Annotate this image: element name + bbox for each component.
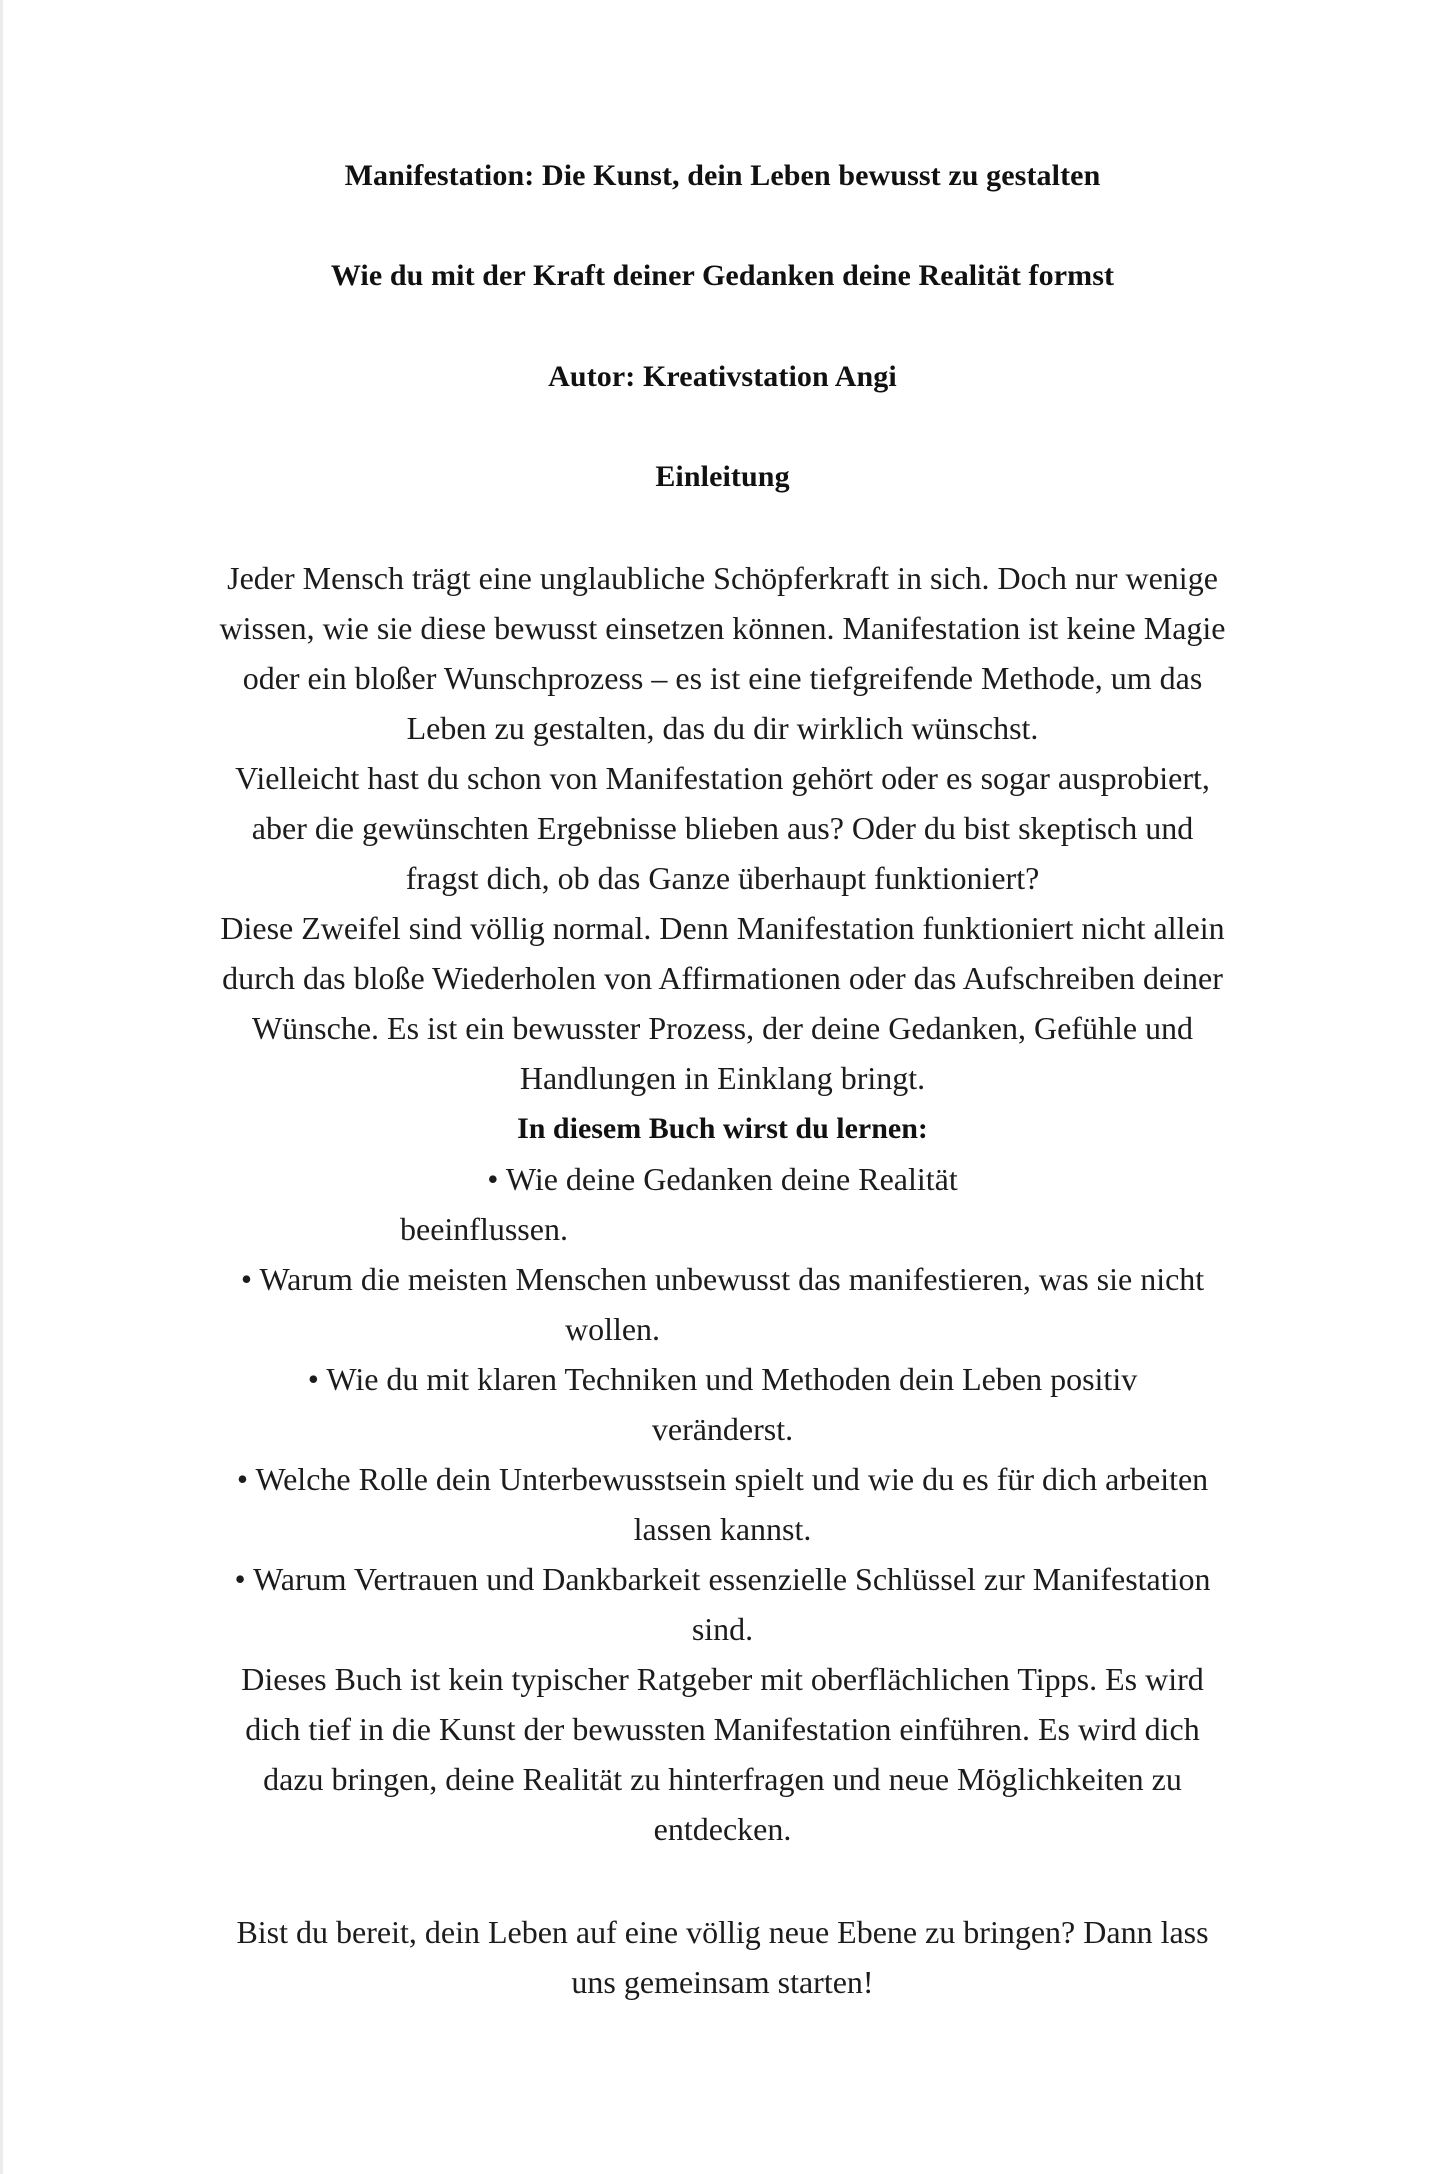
intro-line: Wünsche. Es ist ein bewusster Prozess, der deine Gedanken, Gefühle und (251, 1010, 1194, 1046)
final-line: uns gemeinsam starten! (571, 1964, 874, 2000)
intro-line: Leben zu gestalten, das du dir wirklich wünschst. (406, 710, 1039, 746)
intro-line: durch das bloße Wiederholen von Affirmationen oder das Aufschreiben deiner (222, 960, 1223, 996)
list-item-line: • Warum die meisten Menschen unbewusst das manifestieren, was sie nicht (240, 1261, 1205, 1297)
list-item-line: veränderst. (651, 1411, 794, 1447)
list-item-line: beeinflussen. (400, 1211, 568, 1247)
intro-line: Diese Zweifel sind völlig normal. Denn Manifestation funktioniert nicht allein (220, 910, 1225, 946)
closing-line: dazu bringen, deine Realität zu hinterfragen und neue Möglichkeiten zu (263, 1761, 1182, 1797)
intro-line: oder ein bloßer Wunschprozess – es ist eine tiefgreifende Methode, um das (242, 660, 1203, 696)
closing-line: entdecken. (653, 1811, 792, 1847)
list-item-line: wollen. (564, 1311, 661, 1347)
book-author: Autor: Kreativstation Angi (548, 360, 897, 393)
intro-line: Jeder Mensch trägt eine unglaubliche Schöpferkraft in sich. Doch nur wenige (227, 560, 1218, 596)
list-item-line: lassen kannst. (633, 1511, 812, 1547)
book-title: Manifestation: Die Kunst, dein Leben bewusst zu gestalten (344, 159, 1101, 192)
intro-line: aber die gewünschten Ergebnisse blieben aus? Oder du bist skeptisch und (251, 810, 1194, 846)
list-item-line: • Wie deine Gedanken deine Realität (487, 1161, 958, 1197)
list-heading: In diesem Buch wirst du lernen: (517, 1112, 928, 1145)
list-item-line: • Warum Vertrauen und Dankbarkeit essenzielle Schlüssel zur Manifestation (234, 1561, 1211, 1597)
closing-line: Dieses Buch ist kein typischer Ratgeber mit oberflächlichen Tipps. Es wird (241, 1661, 1204, 1697)
intro-line: Vielleicht hast du schon von Manifestation gehört oder es sogar ausprobiert, (235, 760, 1210, 796)
book-subtitle: Wie du mit der Kraft deiner Gedanken deine Realität formst (330, 259, 1115, 292)
list-item-line: • Welche Rolle dein Unterbewusstsein spielt und wie du es für dich arbeiten (236, 1461, 1209, 1497)
intro-line: wissen, wie sie diese bewusst einsetzen können. Manifestation ist keine Magie (219, 610, 1226, 646)
closing-line: dich tief in die Kunst der bewussten Manifestation einführen. Es wird dich (245, 1711, 1200, 1747)
section-heading: Einleitung (655, 460, 790, 493)
final-line: Bist du bereit, dein Leben auf eine völlig neue Ebene zu bringen? Dann lass (236, 1914, 1209, 1950)
intro-line: Handlungen in Einklang bringt. (519, 1060, 926, 1096)
list-item-line: • Wie du mit klaren Techniken und Methoden dein Leben positiv (307, 1361, 1138, 1397)
intro-line: fragst dich, ob das Ganze überhaupt funktioniert? (405, 860, 1040, 896)
list-item-line: sind. (691, 1611, 754, 1647)
